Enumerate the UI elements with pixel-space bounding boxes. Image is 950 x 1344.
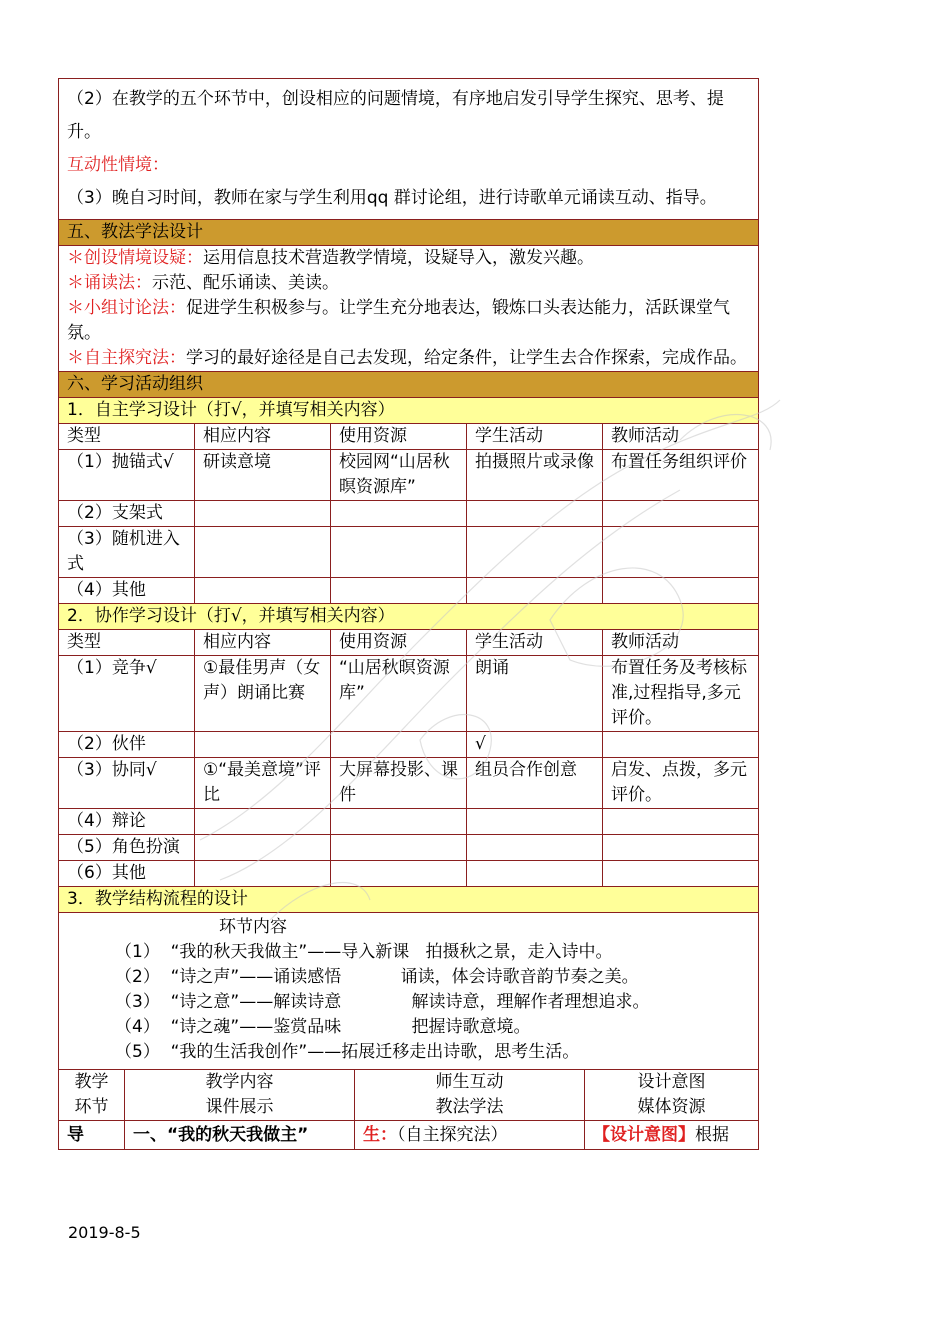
method-item [67, 246, 750, 271]
table-cell: 研读意境 [195, 450, 331, 501]
table-header: 类型 [59, 424, 195, 450]
lesson-plan-table [58, 78, 759, 1070]
table-cell: 布置任务及考核标准,过程指导,多元评价。 [603, 656, 759, 732]
stage-header-row [59, 1070, 759, 1121]
table-cell: 朗诵 [467, 656, 603, 732]
stage-table [58, 1070, 759, 1150]
method-text: 示范、配乐诵读、美读。 [152, 273, 339, 293]
table-cell: （4）辩论 [59, 809, 195, 835]
table-cell [331, 501, 467, 527]
table-cell [195, 732, 331, 758]
table-cell: （2）伙伴 [59, 732, 195, 758]
table-cell [195, 501, 331, 527]
flow-line: （2） “诗之声”——诵读感悟 诵读，体会诗歌音韵节奏之美。 [115, 967, 639, 987]
table-cell: ①最佳男声（女声）朗诵比赛 [195, 656, 331, 732]
table-header: 教师活动 [603, 630, 759, 656]
table-cell: 布置任务组织评价 [603, 450, 759, 501]
table-row [59, 835, 759, 861]
section-6-title: 六、学习活动组织 [59, 372, 759, 398]
method-label: ＊自主探究法： [67, 348, 186, 368]
table-cell [603, 527, 759, 578]
table-cell [195, 861, 331, 887]
table-header: 学生活动 [467, 630, 603, 656]
coop-study-header-row [59, 630, 759, 656]
interact-label: 生： [363, 1125, 397, 1145]
method-text: 运用信息技术营造教学情境，设疑导入，激发兴趣。 [203, 248, 594, 268]
method-label: ＊创设情境设疑： [67, 248, 203, 268]
intro-cell [59, 79, 759, 220]
table-cell [603, 578, 759, 604]
table-cell [467, 578, 603, 604]
table-cell: （4）其他 [59, 578, 195, 604]
table-cell [331, 835, 467, 861]
method-label: ＊小组讨论法： [67, 298, 186, 318]
table-cell [603, 861, 759, 887]
stage-cell: 导 [59, 1121, 125, 1150]
table-cell: ①“最美意境”评比 [195, 758, 331, 809]
table-cell [467, 527, 603, 578]
table-header: 相应内容 [195, 630, 331, 656]
table-cell [467, 861, 603, 887]
content-cell: 一、“我的秋天我做主” [125, 1121, 355, 1150]
flow-body [59, 913, 759, 1070]
self-study-title: 1．自主学习设计（打√，并填写相关内容） [59, 398, 759, 424]
table-cell: （2）支架式 [59, 501, 195, 527]
interact-text: （自主探究法） [397, 1125, 508, 1145]
table-cell [331, 578, 467, 604]
table-header: 师生互动 教法学法 [355, 1070, 585, 1121]
intent-label: 【设计意图】 [593, 1125, 695, 1145]
method-item [67, 296, 750, 346]
intro-paragraph-2: （2）在教学的五个环节中，创设相应的问题情境，有序地启发引导学生探究、思考、提升。 [67, 89, 724, 142]
table-header: 设计意图 媒体资源 [585, 1070, 759, 1121]
table-header: 学生活动 [467, 424, 603, 450]
method-text: 学习的最好途径是自己去发现，给定条件，让学生去合作探索，完成作品。 [186, 348, 747, 368]
table-cell [467, 501, 603, 527]
table-header: 使用资源 [331, 424, 467, 450]
table-header: 教学 环节 [59, 1070, 125, 1121]
table-cell [603, 835, 759, 861]
table-cell [331, 732, 467, 758]
table-cell: “山居秋暝资源库” [331, 656, 467, 732]
table-cell [195, 809, 331, 835]
table-row [59, 809, 759, 835]
table-cell: （3）协同√ [59, 758, 195, 809]
table-row [59, 578, 759, 604]
table-header: 相应内容 [195, 424, 331, 450]
interactive-heading: 互动性情境： [67, 155, 169, 175]
table-row [59, 732, 759, 758]
footer-date: 2019-8-5 [68, 1223, 141, 1242]
intent-cell [585, 1121, 759, 1150]
table-cell: （5）角色扮演 [59, 835, 195, 861]
table-header: 教学内容 课件展示 [125, 1070, 355, 1121]
table-header: 教师活动 [603, 424, 759, 450]
table-row [59, 656, 759, 732]
section-5-body [59, 246, 759, 372]
flow-title: 3．教学结构流程的设计 [59, 887, 759, 913]
flow-caption: 环节内容 [219, 917, 287, 937]
table-row [59, 450, 759, 501]
table-row [59, 861, 759, 887]
intro-paragraph-3: （3）晚自习时间，教师在家与学生利用qq 群讨论组，进行诗歌单元诵读互动、指导。 [67, 188, 717, 208]
table-cell [603, 732, 759, 758]
table-cell: √ [467, 732, 603, 758]
method-label: ＊诵读法： [67, 273, 152, 293]
flow-line: （5） “我的生活我创作”——拓展迁移走出诗歌，思考生活。 [115, 1042, 580, 1062]
table-cell: （1）抛锚式√ [59, 450, 195, 501]
table-cell [603, 501, 759, 527]
section-5-title: 五、教法学法设计 [59, 220, 759, 246]
intent-text: 根据 [695, 1125, 729, 1145]
table-header: 使用资源 [331, 630, 467, 656]
self-study-header-row [59, 424, 759, 450]
table-cell [331, 809, 467, 835]
table-cell [467, 835, 603, 861]
table-cell [331, 861, 467, 887]
table-cell [467, 809, 603, 835]
table-cell: 校园网“山居秋暝资源库” [331, 450, 467, 501]
table-cell: （6）其他 [59, 861, 195, 887]
table-cell [331, 527, 467, 578]
table-cell: （3）随机进入式 [59, 527, 195, 578]
table-row [59, 1121, 759, 1150]
document-page [58, 78, 758, 1150]
table-cell: 拍摄照片或录像 [467, 450, 603, 501]
flow-line: （1） “我的秋天我做主”——导入新课 拍摄秋之景，走入诗中。 [115, 942, 613, 962]
table-row [59, 527, 759, 578]
table-cell: （1）竞争√ [59, 656, 195, 732]
table-cell [195, 578, 331, 604]
method-item [67, 346, 750, 371]
method-text: 促进学生积极参与。让学生充分地表达，锻炼口头表达能力，活跃课堂气氛。 [67, 298, 730, 343]
method-item [67, 271, 750, 296]
table-cell [195, 835, 331, 861]
flow-line: （3） “诗之意”——解读诗意 解读诗意，理解作者理想追求。 [115, 992, 650, 1012]
table-cell [603, 809, 759, 835]
table-cell: 组员合作创意 [467, 758, 603, 809]
table-cell [195, 527, 331, 578]
table-cell: 大屏幕投影、课件 [331, 758, 467, 809]
table-header: 类型 [59, 630, 195, 656]
flow-line: （4） “诗之魂”——鉴赏品味 把握诗歌意境。 [115, 1017, 531, 1037]
table-cell: 启发、点拨，多元评价。 [603, 758, 759, 809]
table-row [59, 758, 759, 809]
interact-cell [355, 1121, 585, 1150]
table-row [59, 501, 759, 527]
coop-study-title: 2．协作学习设计（打√，并填写相关内容） [59, 604, 759, 630]
